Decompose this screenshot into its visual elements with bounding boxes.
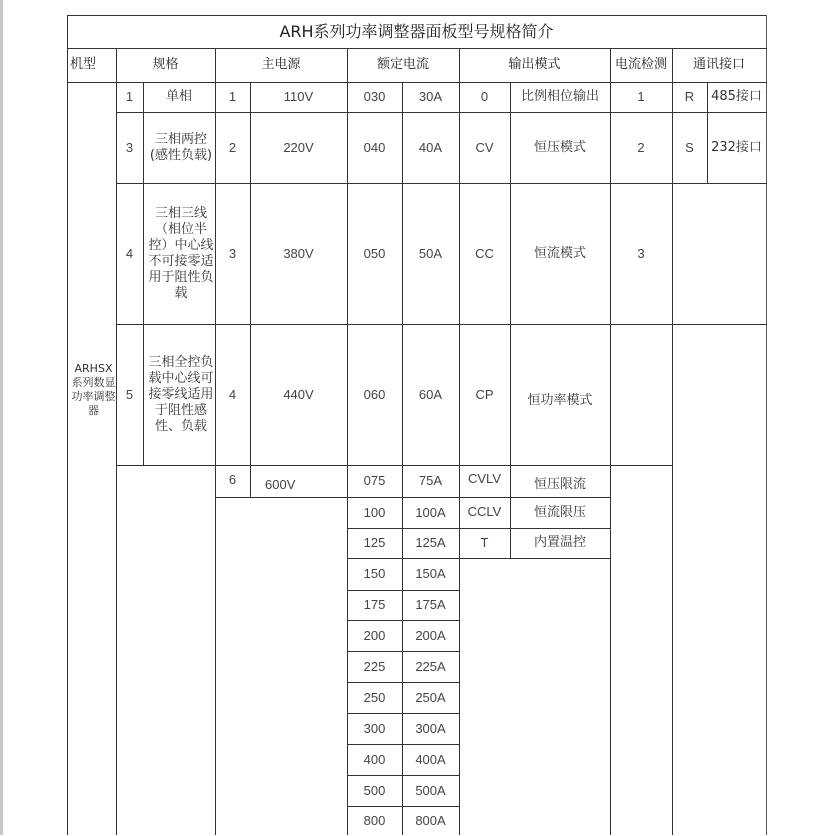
power-code: 3 — [228, 245, 237, 261]
current-code: 150 — [363, 566, 386, 581]
current-value: 225A — [415, 658, 446, 674]
current-code: 040 — [363, 139, 386, 155]
grid-line — [215, 497, 348, 498]
spec-code: 3 — [125, 139, 134, 155]
spec-code: 4 — [125, 245, 134, 261]
current-value: 250A — [415, 689, 446, 705]
spec-desc: 三相全控负载中心线可接零线适用于阻性感性、负载 — [148, 354, 214, 434]
power-voltage: 220V — [283, 139, 314, 155]
current-value: 60A — [418, 386, 443, 402]
current-code: 500 — [363, 782, 386, 798]
current-code: 250 — [363, 689, 386, 705]
output-code: T — [480, 535, 489, 550]
grid-line — [766, 15, 767, 835]
header-model: 机型 — [70, 57, 97, 72]
output-code: CC — [475, 245, 494, 261]
current-value: 800A — [415, 813, 446, 828]
detect-code: 2 — [637, 139, 645, 155]
output-mode: 恒流限压 — [533, 504, 586, 520]
spec-desc: 三相三线（相位半控）中心线不可接零适用于阻性负载 — [148, 205, 214, 301]
current-code: 100 — [363, 504, 386, 520]
current-value: 50A — [418, 245, 443, 261]
current-value: 75A — [418, 473, 443, 488]
spec-code: 5 — [125, 386, 134, 402]
output-mode: 恒功率模式 — [527, 392, 593, 408]
current-value: 300A — [415, 720, 446, 736]
power-code: 4 — [228, 386, 237, 402]
output-mode: 比例相位输出 — [520, 89, 599, 104]
detect-code: 3 — [637, 245, 645, 261]
comm-code: R — [684, 89, 695, 104]
header-spec: 规格 — [152, 57, 179, 72]
spec-desc: 单相 — [165, 89, 192, 104]
power-code: 2 — [228, 139, 237, 155]
current-code: 125 — [363, 535, 386, 550]
current-code: 050 — [363, 245, 386, 261]
power-voltage: 110V — [283, 89, 314, 104]
current-code: 800 — [363, 813, 386, 828]
power-code: 1 — [228, 89, 237, 104]
header-current: 额定电流 — [376, 57, 429, 72]
current-value: 40A — [418, 139, 443, 155]
grid-line — [610, 558, 611, 835]
header-power: 主电源 — [261, 57, 301, 72]
current-value: 100A — [415, 504, 446, 520]
header-output: 输出模式 — [508, 57, 561, 72]
current-code: 200 — [363, 627, 386, 643]
current-value: 500A — [415, 782, 446, 798]
current-code: 075 — [363, 473, 386, 488]
table-title: ARH系列功率调整器面板型号规格简介 — [279, 21, 554, 41]
current-code: 225 — [363, 658, 386, 674]
model-name: ARHSX系列数显功率调整器 — [71, 362, 116, 417]
grid-line — [610, 465, 611, 558]
spec-code: 1 — [125, 89, 134, 104]
current-value: 150A — [415, 566, 446, 581]
current-value: 200A — [415, 627, 446, 643]
power-voltage: 440V — [283, 386, 314, 402]
output-code: CV — [475, 139, 494, 155]
spec-desc: 三相两控(感性负载) — [149, 131, 213, 163]
output-code: 0 — [480, 89, 489, 104]
detect-code: 1 — [637, 89, 645, 104]
comm-iface: 485接口 — [711, 89, 762, 104]
output-mode: 内置温控 — [533, 535, 586, 550]
output-mode: 恒流模式 — [533, 245, 586, 261]
output-code: CCLV — [467, 504, 502, 519]
current-value: 30A — [418, 89, 443, 104]
current-code: 030 — [363, 89, 386, 104]
power-code: 6 — [228, 472, 237, 487]
header-detect: 电流检测 — [614, 57, 667, 72]
power-voltage: 600V — [265, 477, 296, 492]
comm-iface: 232接口 — [711, 139, 762, 155]
current-value: 175A — [415, 597, 446, 612]
output-mode: 恒压模式 — [533, 139, 586, 155]
header-comm: 通讯接口 — [692, 57, 745, 72]
grid-line — [459, 558, 611, 559]
output-code: CP — [475, 386, 494, 402]
output-mode: 恒压限流 — [533, 477, 586, 492]
grid-line — [143, 82, 144, 465]
page-edge — [0, 0, 3, 835]
grid-line — [610, 465, 673, 466]
current-code: 400 — [363, 751, 386, 767]
output-code: CVLV — [468, 471, 501, 486]
current-code: 300 — [363, 720, 386, 736]
current-value: 400A — [415, 751, 446, 767]
current-value: 125A — [415, 535, 446, 550]
current-code: 175 — [363, 597, 386, 612]
current-code: 060 — [363, 386, 386, 402]
comm-code: S — [685, 139, 694, 155]
power-voltage: 380V — [283, 245, 314, 261]
